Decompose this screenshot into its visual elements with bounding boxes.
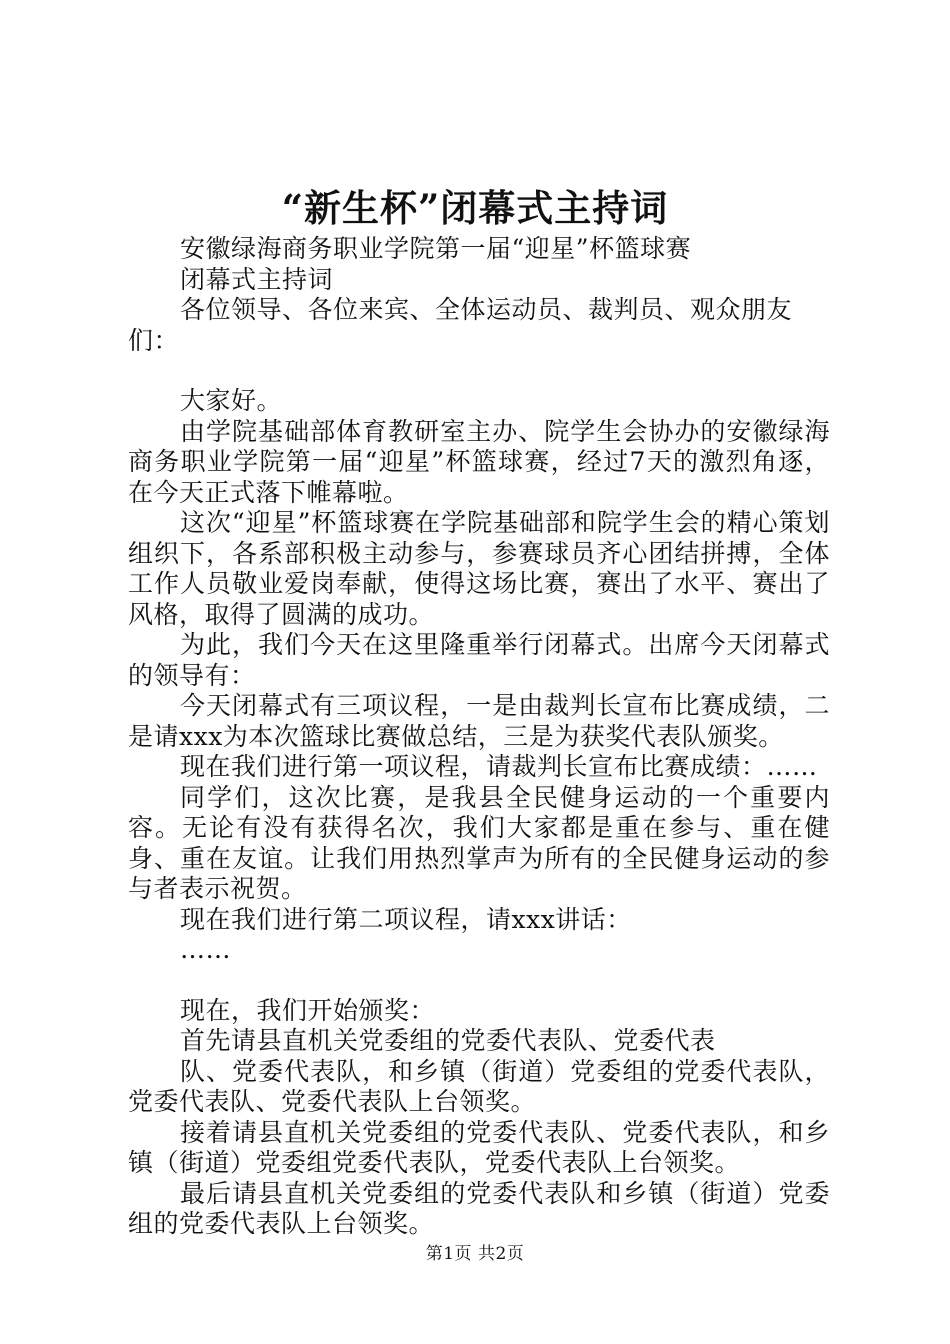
paragraph: 这次“迎星”杯篮球赛在学院基础部和院学生会的精心策划组织下，各系部积极主动参与，参赛球员齐心团结拼搏，全体工作人员敬业爱岗奉献，使得这场比赛，赛出了水平、赛出了风格，取得了圆满的成功。 [128, 508, 830, 629]
paragraph: 闭幕式主持词 [180, 264, 334, 294]
paragraph: 各位领导、各位来宾、全体运动员、裁判员、观众朋友们： [128, 295, 793, 355]
page-number: 第1页 共2页 [425, 1244, 525, 1264]
document-body [128, 234, 830, 1240]
paragraph: 由学院基础部体育教研室主办、院学生会协办的安徽绿海商务职业学院第一届“迎星”杯篮球赛，经过7天的激烈角逐，在今天正式落下帷幕啦。 [128, 416, 830, 507]
paragraph: 现在我们进行第一项议程，请裁判长宣布比赛成绩：…… [180, 752, 818, 781]
paragraph: …… [180, 935, 231, 964]
paragraph: 接着请县直机关党委组的党委代表队、党委代表队，和乡镇（街道）党委组党委代表队，党委代表队上台领奖。 [128, 1117, 830, 1177]
paragraph: 首先请县直机关党委组的党委代表队、党委代表 [180, 1026, 716, 1055]
document-title: “新生杯”闭幕式主持词 [281, 186, 669, 230]
paragraph: 为此，我们今天在这里隆重举行闭幕式。出席今天闭幕式的领导有： [128, 630, 830, 690]
paragraph: 安徽绿海商务职业学院第一届“迎星”杯篮球赛 [180, 234, 692, 263]
paragraph: 现在我们进行第二项议程，请xxx讲话： [180, 904, 632, 934]
paragraph: 现在，我们开始颁奖： [180, 995, 436, 1025]
paragraph: 队、党委代表队，和乡镇（街道）党委组的党委代表队，党委代表队、党委代表队上台领奖。 [128, 1056, 830, 1116]
paragraph: 今天闭幕式有三项议程，一是由裁判长宣布比赛成绩，二是请xxx为本次篮球比赛做总结，三是为获奖代表队颁奖。 [128, 691, 830, 751]
paragraph: 同学们，这次比赛，是我县全民健身运动的一个重要内容。无论有没有获得名次，我们大家都是重在参与、重在健身、重在友谊。让我们用热烈掌声为所有的全民健身运动的参与者表示祝贺。 [128, 782, 830, 903]
paragraph: 大家好。 [180, 386, 283, 415]
paragraph: 最后请县直机关党委组的党委代表队和乡镇（街道）党委组的党委代表队上台领奖。 [128, 1178, 830, 1238]
